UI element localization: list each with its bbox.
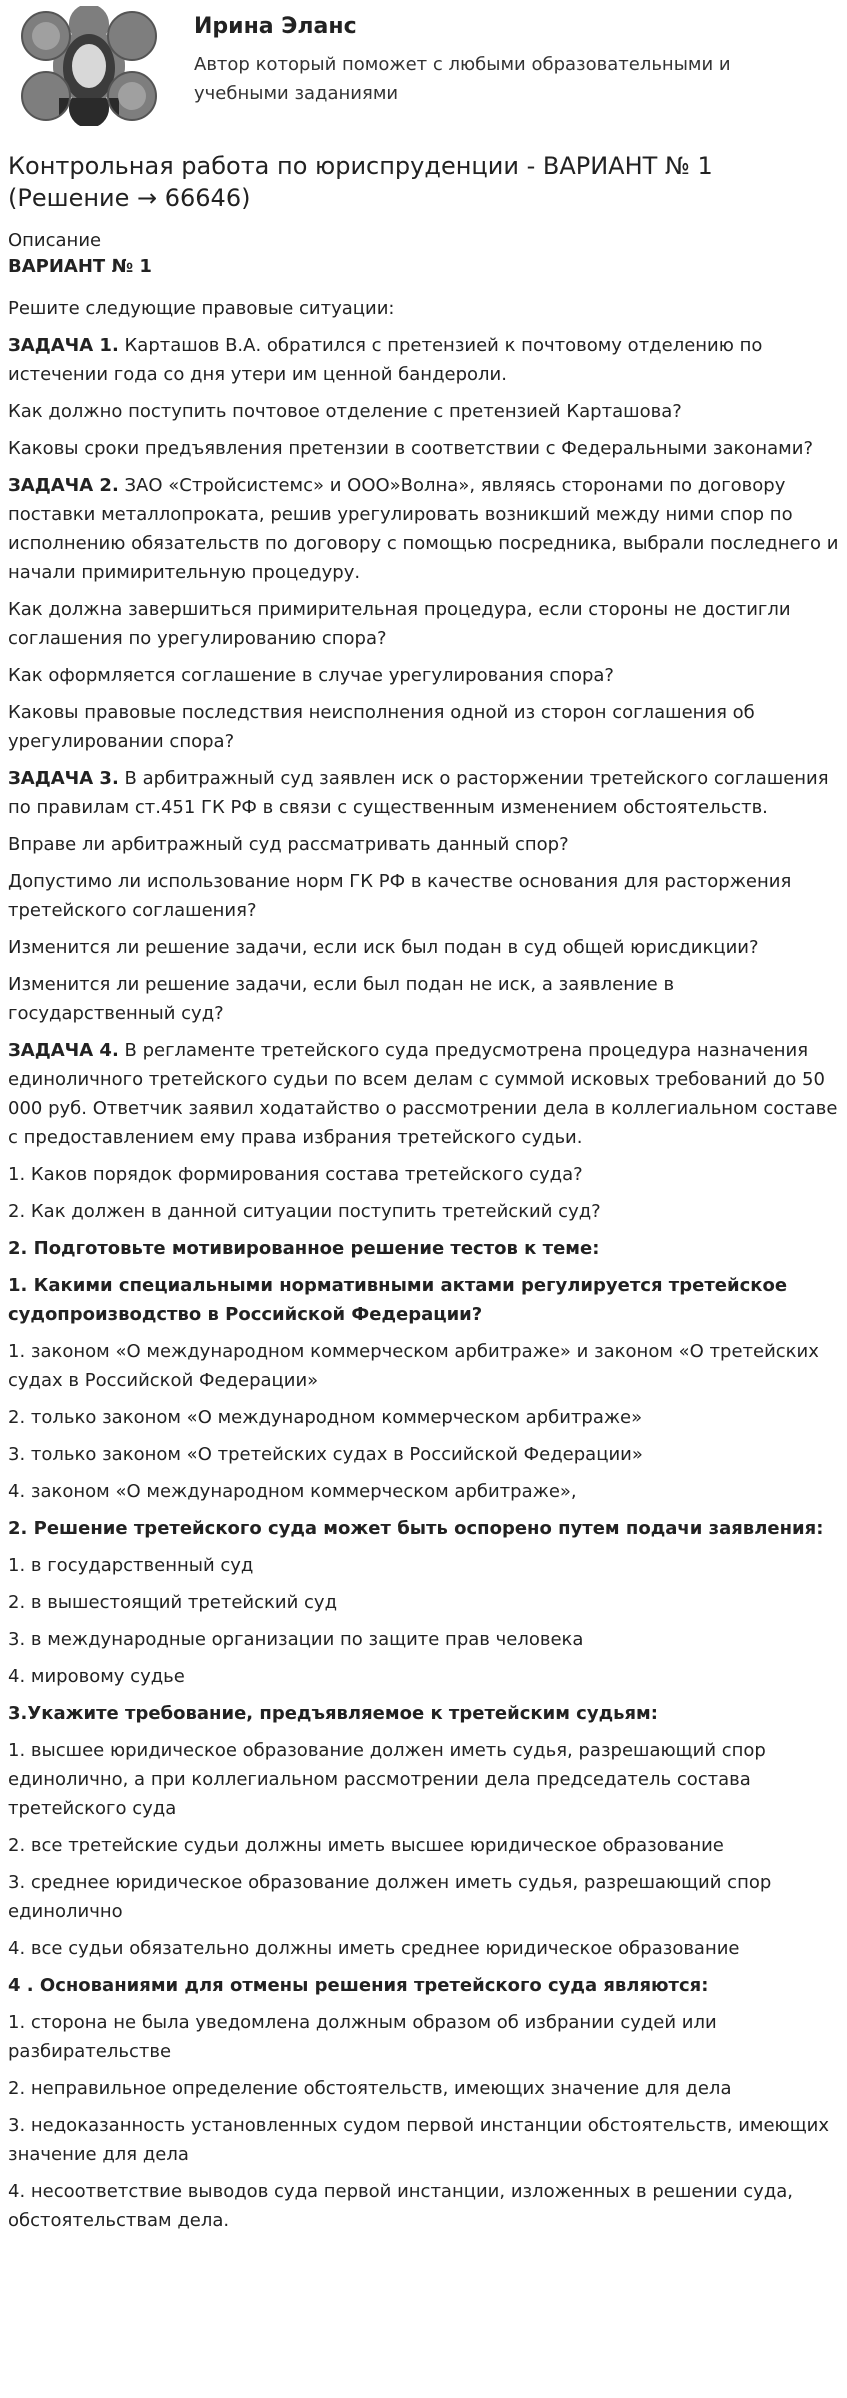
content-paragraph <box>8 294 839 323</box>
page-title <box>8 150 839 214</box>
author-name: Ирина Эланс <box>194 14 357 39</box>
content-paragraph <box>8 2111 839 2169</box>
content-paragraph <box>8 830 839 859</box>
content-paragraph <box>8 1403 839 1432</box>
paragraph-bold-text: ЗАДАЧА 1. <box>8 335 119 356</box>
content-paragraph <box>8 970 839 1028</box>
paragraph-text: Как должно поступить почтовое отделение с претензией Карташова? <box>8 401 682 422</box>
content-paragraph <box>8 471 839 587</box>
paragraph-bold-text: 4 . Основаниями для отмены решения третейского суда являются: <box>8 1975 709 1996</box>
paragraph-text: Изменится ли решение задачи, если иск был подан в суд общей юрисдикции? <box>8 937 759 958</box>
content-paragraph <box>8 764 839 822</box>
paragraph-text: Карташов В.А. обратился с претензией к почтовому отделению по истечении года со дня утери им ценной бандероли. <box>8 335 763 385</box>
content-paragraph <box>8 1625 839 1654</box>
content-paragraph <box>8 595 839 653</box>
content-paragraph <box>8 1197 839 1226</box>
content-paragraph <box>8 2074 839 2103</box>
paragraph-text: 1. в государственный суд <box>8 1555 254 1576</box>
content-paragraph <box>8 397 839 426</box>
paragraph-bold-text: 1. Какими специальными нормативными актами регулируется третейское судопроизводство в Российской Федерации? <box>8 1275 788 1325</box>
content-paragraph <box>8 1337 839 1395</box>
author-description: Автор который поможет с любыми образовательными и учебными заданиями <box>194 54 731 104</box>
paragraph-text: Как должна завершиться примирительная процедура, если стороны не достигли соглашения по урегулированию спора? <box>8 599 791 649</box>
paragraph-bold-text: 2. Решение третейского суда может быть оспорено путем подачи заявления: <box>8 1518 824 1539</box>
content-paragraph <box>8 1477 839 1506</box>
content-paragraph <box>8 1868 839 1926</box>
paragraph-text: 4. законом «О международном коммерческом арбитраже», <box>8 1481 577 1502</box>
paragraph-text: 3. только законом «О третейских судах в Российской Федерации» <box>8 1444 643 1465</box>
variant-heading: ВАРИАНТ № 1 <box>8 256 152 277</box>
content-paragraph <box>8 1036 839 1152</box>
paragraph-text: Каковы правовые последствия неисполнения одной из сторон соглашения об урегулировании спора? <box>8 702 755 752</box>
title-line-1: Контрольная работа по юриспруденции - ВАРИАНТ № 1 <box>8 152 713 180</box>
content-paragraph <box>8 1831 839 1860</box>
paragraph-text: 2. все третейские судьи должны иметь высшее юридическое образование <box>8 1835 724 1856</box>
content-paragraph <box>8 1588 839 1617</box>
content-paragraph <box>8 434 839 463</box>
paragraph-text: Изменится ли решение задачи, если был подан не иск, а заявление в государственный суд? <box>8 974 675 1024</box>
author-card <box>8 0 839 130</box>
content-paragraph <box>8 1736 839 1823</box>
paragraph-text: 3. в международные организации по защите прав человека <box>8 1629 584 1650</box>
paragraph-text: 1. сторона не была уведомлена должным образом об избрании судей или разбирательстве <box>8 2012 717 2062</box>
author-avatar <box>14 6 164 126</box>
paragraph-text: 2. только законом «О международном коммерческом арбитраже» <box>8 1407 643 1428</box>
title-line-2: (Решение → 66646) <box>8 184 251 212</box>
paragraph-text: 4. все судьи обязательно должны иметь среднее юридическое образование <box>8 1938 740 1959</box>
paragraph-text: ЗАО «Стройсистемс» и ООО»Волна», являясь сторонами по договору поставки металлопроката, решив урегулировать возникший между ними спор по исполнению обязательств по договору с помощью посредника, выбрали последнего и начали примирительную процедуру. <box>8 475 839 583</box>
paragraph-bold-text: ЗАДАЧА 3. <box>8 768 119 789</box>
paragraph-text: В регламенте третейского суда предусмотрена процедура назначения единоличного третейского судьи по всем делам с суммой исковых требований до 50 000 руб. Ответчик заявил ходатайство о рассмотрении дела в коллегиальном составе с предоставлением ему права избрания третейского судьи. <box>8 1040 838 1148</box>
content-paragraph <box>8 331 839 389</box>
paragraph-text: 1. высшее юридическое образование должен иметь судья, разрешающий спор единолично, а при коллегиальном рассмотрении дела председатель состава третейского суда <box>8 1740 766 1819</box>
paragraph-text: 4. несоответствие выводов суда первой инстанции, изложенных в решении суда, обстоятельствам дела. <box>8 2181 794 2231</box>
paragraph-text: Как оформляется соглашение в случае урегулирования спора? <box>8 665 614 686</box>
paragraph-bold-text: ЗАДАЧА 4. <box>8 1040 119 1061</box>
content-paragraph <box>8 1662 839 1691</box>
content-body <box>8 294 839 2235</box>
content-paragraph <box>8 1699 839 1728</box>
paragraph-text: 2. неправильное определение обстоятельств, имеющих значение для дела <box>8 2078 732 2099</box>
content-paragraph <box>8 1271 839 1329</box>
content-paragraph <box>8 661 839 690</box>
paragraph-bold-text: ЗАДАЧА 2. <box>8 475 119 496</box>
content-paragraph <box>8 867 839 925</box>
paragraph-text: Решите следующие правовые ситуации: <box>8 298 395 319</box>
content-paragraph <box>8 1934 839 1963</box>
content-paragraph <box>8 2177 839 2235</box>
paragraph-text: 3. среднее юридическое образование должен иметь судья, разрешающий спор единолично <box>8 1872 772 1922</box>
description-label: Описание <box>8 230 102 251</box>
content-paragraph <box>8 698 839 756</box>
paragraph-text: 1. законом «О международном коммерческом арбитраже» и законом «О третейских судах в Российской Федерации» <box>8 1341 819 1391</box>
paragraph-bold-text: 2. Подготовьте мотивированное решение тестов к теме: <box>8 1238 600 1259</box>
paragraph-text: 1. Каков порядок формирования состава третейского суда? <box>8 1164 583 1185</box>
content-paragraph <box>8 2008 839 2066</box>
paragraph-text: Каковы сроки предъявления претензии в соответствии с Федеральными законами? <box>8 438 813 459</box>
paragraph-text: Вправе ли арбитражный суд рассматривать данный спор? <box>8 834 569 855</box>
content-paragraph <box>8 1234 839 1263</box>
paragraph-text: 2. в вышестоящий третейский суд <box>8 1592 338 1613</box>
content-paragraph <box>8 1440 839 1469</box>
content-paragraph <box>8 1551 839 1580</box>
content-paragraph <box>8 933 839 962</box>
paragraph-bold-text: 3.Укажите требование, предъявляемое к третейским судьям: <box>8 1703 658 1724</box>
paragraph-text: 3. недоказанность установленных судом первой инстанции обстоятельств, имеющих значение для дела <box>8 2115 830 2165</box>
content-paragraph <box>8 1160 839 1189</box>
paragraph-text: 4. мировому судье <box>8 1666 185 1687</box>
content-paragraph <box>8 1514 839 1543</box>
paragraph-text: 2. Как должен в данной ситуации поступить третейский суд? <box>8 1201 601 1222</box>
paragraph-text: В арбитражный суд заявлен иск о расторжении третейского соглашения по правилам ст.451 ГК РФ в связи с существенным изменением обстоятельств. <box>8 768 829 818</box>
content-paragraph <box>8 1971 839 2000</box>
paragraph-text: Допустимо ли использование норм ГК РФ в качестве основания для расторжения третейского соглашения? <box>8 871 792 921</box>
